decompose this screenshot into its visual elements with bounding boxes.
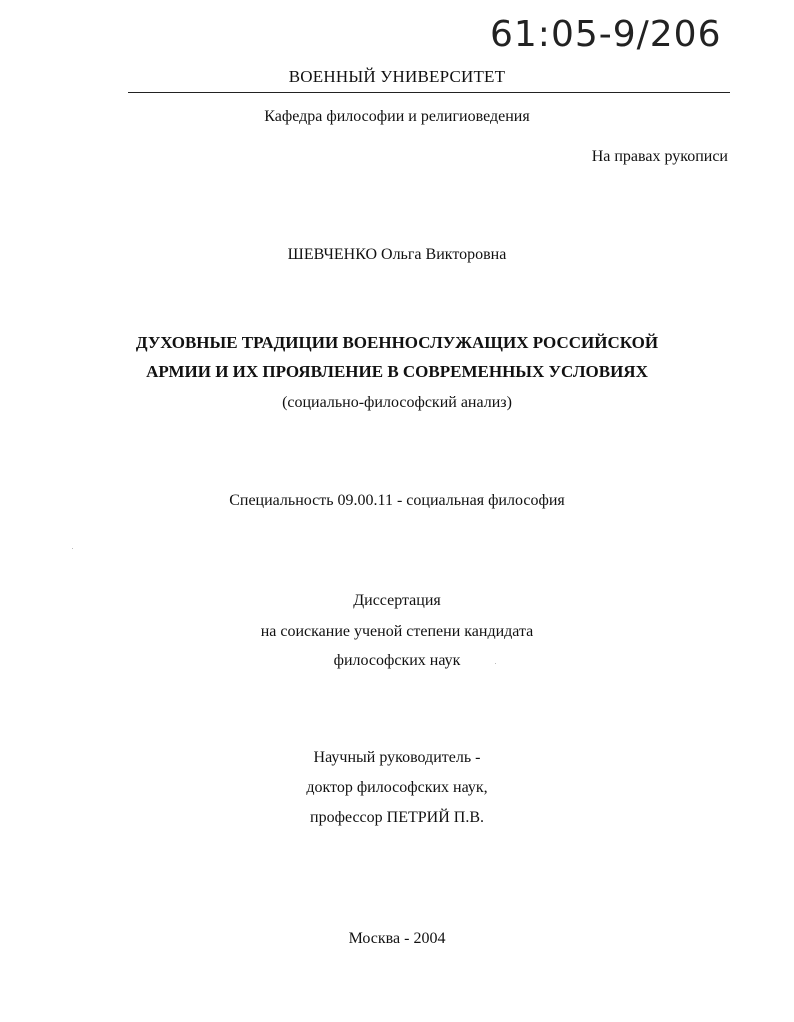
author-name: ШЕВЧЕНКО Ольга Викторовна (287, 246, 507, 263)
degree-line-1: на соискание ученой степени кандидата (260, 623, 534, 640)
scan-speck (495, 663, 496, 664)
supervisor-degree: доктор философских наук, (306, 779, 488, 796)
department-name: Кафедра философии и религиоведения (264, 108, 530, 125)
degree-line-2: философских наук (333, 652, 461, 669)
supervisor-name: профессор ПЕТРИЙ П.В. (310, 809, 484, 826)
archive-mark-text: 61:05-9/206 (490, 14, 722, 55)
dissertation-title-line-2: АРМИИ И ИХ ПРОЯВЛЕНИЕ В СОВРЕМЕННЫХ УСЛОВИЯХ (146, 362, 648, 381)
scan-speck (72, 548, 73, 549)
supervisor-label: Научный руководитель - (313, 749, 481, 766)
dissertation-subtitle: (социально-философский анализ) (282, 394, 512, 411)
header-divider (128, 92, 730, 93)
dissertation-title-line-1: ДУХОВНЫЕ ТРАДИЦИИ ВОЕННОСЛУЖАЩИХ РОССИЙСКОЙ (135, 333, 659, 352)
specialty-line: Специальность 09.00.11 - социальная философия (229, 492, 565, 509)
dissertation-label: Диссертация (353, 592, 441, 609)
manuscript-rights-note: На правах рукописи (591, 148, 728, 165)
place-and-year: Москва - 2004 (348, 930, 446, 947)
handwritten-archive-mark (488, 8, 748, 56)
university-name: ВОЕННЫЙ УНИВЕРСИТЕТ (288, 67, 506, 86)
